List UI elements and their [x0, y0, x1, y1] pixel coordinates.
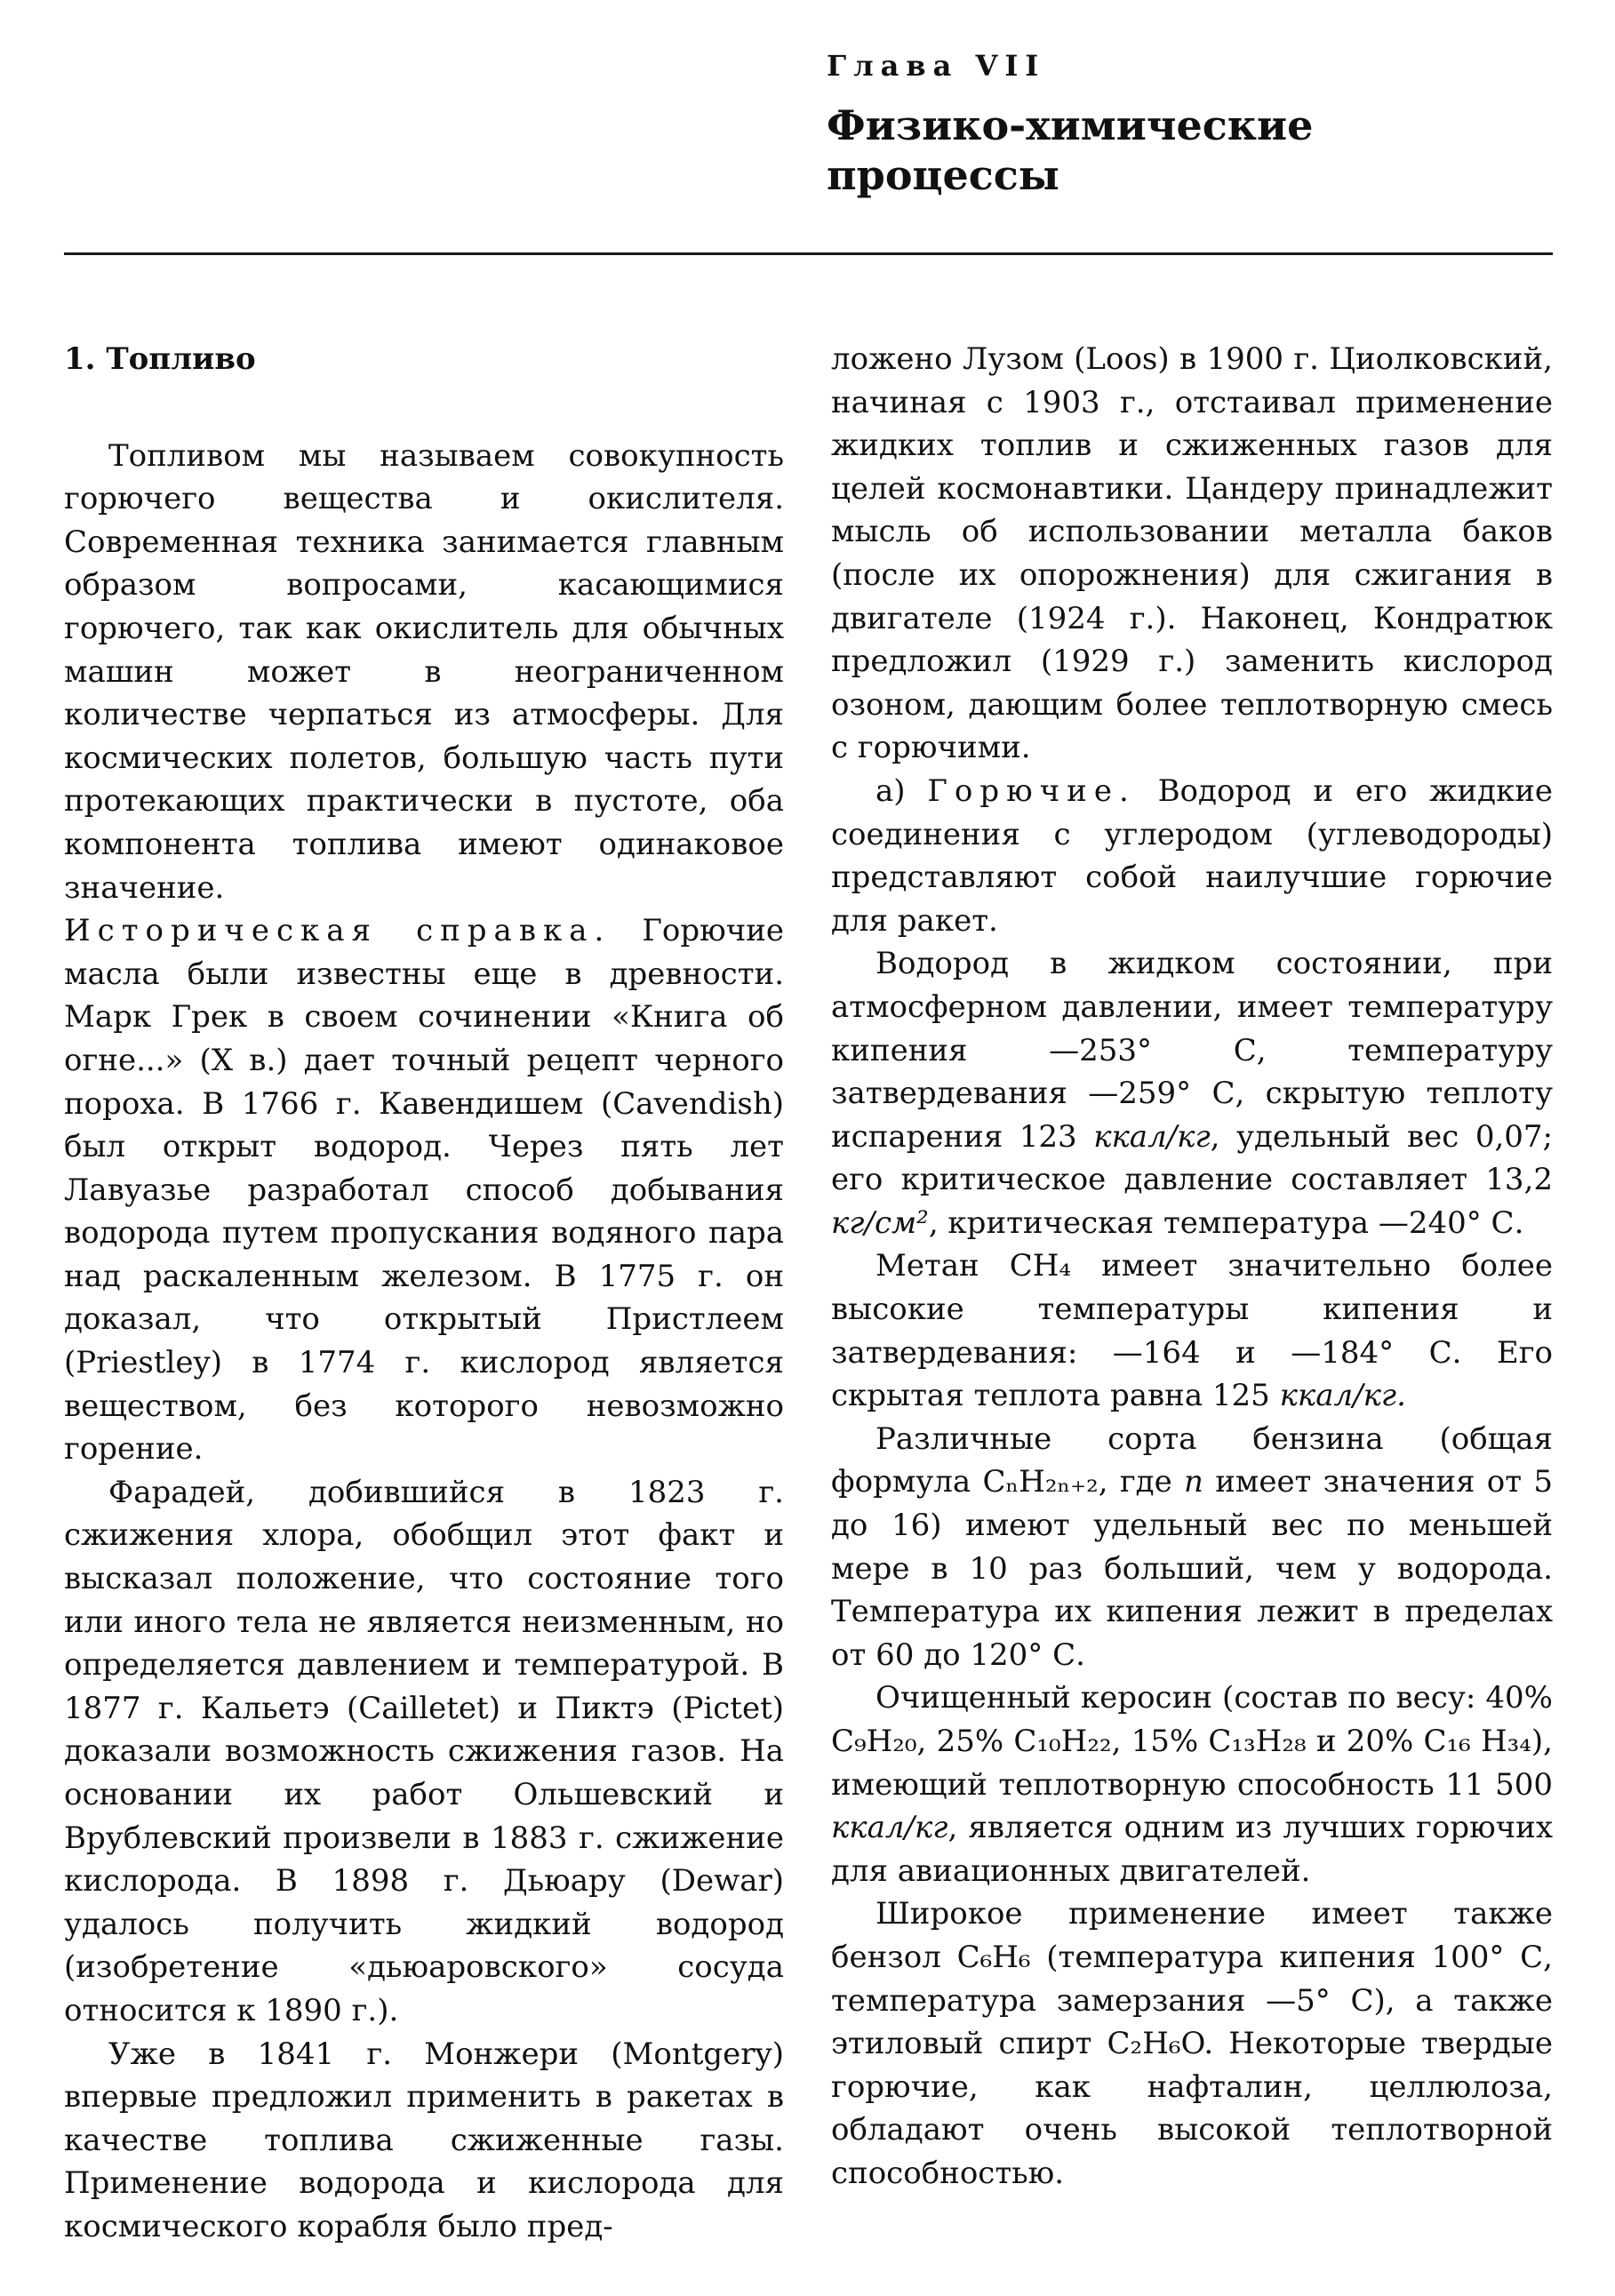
paragraph-text: , удельный вес 0,07; его критическое давление составляет 13,2 — [831, 1118, 1553, 1198]
paragraph-text: Различные сорта бензина (общая формула CₙH₂ₙ₊₂, где — [831, 1420, 1553, 1500]
paragraph — [64, 909, 784, 1471]
paragraph — [831, 1244, 1553, 1417]
paragraph-text: имеет значения от 5 до 16) имеют удельный вес по меньшей мере в 10 раз больший, чем у водорода. Температура их кипения лежит в пределах от 60 до 120° С. — [831, 1464, 1553, 1673]
paragraph: Широкое применение имеет также бензол C₆H₆ (температура кипения 100° С, температура замерзания —5° С), а также этиловый спирт C₂H₆O. Некоторые твердые горючие, как нафталин, целлюлоза, обладают очень высокой теплотворной способностью. — [831, 1896, 1553, 2191]
left-column — [64, 338, 784, 2249]
paragraph-text: Очищенный керосин (состав по весу: 40% C₉H₂₀, 25% C₁₀H₂₂, 15% C₁₃H₂₈ и 20% C₁₆ H₃₄), имеющий теплотворную способность 11 500 — [831, 1680, 1553, 1803]
unit: ккал/кг. — [1279, 1378, 1406, 1414]
paragraph-text: , является одним из лучших горючих для авиационных двигателей. — [831, 1810, 1553, 1889]
section-heading: 1. Топливо — [64, 341, 256, 377]
chapter-title: Физико-химические процессы — [827, 101, 1314, 199]
chapter-header — [827, 49, 1555, 200]
inline-heading: Горючие. — [927, 772, 1136, 809]
list-marker: а) — [875, 772, 928, 809]
paragraph — [831, 942, 1553, 1244]
paragraph-text: Водород и его жидкие соединения с углеродом (углеводороды) представляют собой наилучшие горючие для ракет. — [831, 772, 1553, 939]
paragraph: Фарадей, добившийся в 1823 г. сжижения хлора, обобщил этот факт и высказал положение, что состояние того или иного тела не является неизменным, но определяется давлением и температурой. В 1877 г. Кальетэ (Cailletet) и Пиктэ (Pictet) доказали возможность сжижения газов. На основании их работ Ольшевский и Врублевский произвели в 1883 г. сжижение кислорода. В 1898 г. Дьюару (Dewar) удалось получить жидкий водород (изобретение «дьюаровского» сосуда относится к 1890 г.). — [64, 1474, 784, 2028]
unit: кг/см² — [831, 1204, 929, 1241]
paragraph — [831, 1676, 1553, 1892]
paragraph — [831, 1418, 1553, 1677]
paragraph-text: Метан CH₄ имеет значительно более высокие температуры кипения и затвердевания: —164 и —184° С. Его скрытая теплота равна 125 — [831, 1248, 1553, 1414]
chapter-label: Глава VII — [827, 49, 1046, 83]
paragraph — [831, 770, 1553, 942]
paragraph-text: , критическая температура —240° С. — [928, 1204, 1524, 1241]
paragraph: ложено Лузом (Loos) в 1900 г. Циолковский, начиная с 1903 г., отстаивал применение жидких топлив и сжиженных газов для целей космонавтики. Цандеру принадлежит мысль об использовании металла баков (после их опорожнения) для сжигания в двигателе (1924 г.). Наконец, Кондратюк предложил (1929 г.) заменить кислород озоном, дающим более теплотворную смесь с горючими. — [831, 341, 1553, 766]
inline-heading: Историческая справка. — [64, 913, 612, 949]
paragraph-text: Горючие масла были известны еще в древности. Марк Грек в своем сочинении «Книга об огне...» (X в.) дает точный рецепт черного пороха. В 1766 г. Кавендишем (Cavendish) был открыт водород. Через пять лет Лавуазье разработал способ добывания водорода путем пропускания водяного пара над раскаленным железом. В 1775 г. он доказал, что открытый Пристлеем (Priestley) в 1774 г. кислород является веществом, без которого невозможно горение. — [64, 913, 785, 1468]
paragraph-text: Водород в жидком состоянии, при атмосферном давлении, имеет температуру кипения —253° С, температуру затвердевания —259° С, скрытую теплоту испарения 123 — [831, 946, 1553, 1155]
unit: ккал/кг — [831, 1810, 948, 1846]
variable: n — [1184, 1464, 1203, 1500]
right-column — [831, 338, 1553, 2196]
header-divider — [64, 252, 1553, 255]
unit: ккал/кг — [1093, 1118, 1211, 1155]
paragraph: Топливом мы называем совокупность горючего вещества и окислителя. Современная техника занимается главным образом вопросами, касающимися горючего, так как окислитель для обычных машин может в неограниченном количестве черпаться из атмосферы. Для космических полетов, большую часть пути протекающих практически в пустоте, оба компонента топлива имеют одинаковое значение. — [64, 437, 784, 906]
paragraph: Уже в 1841 г. Монжери (Montgery) впервые предложил применить в ракетах в качестве топлива сжиженные газы. Применение водорода и кислорода для космического корабля было пред- — [64, 2036, 784, 2244]
